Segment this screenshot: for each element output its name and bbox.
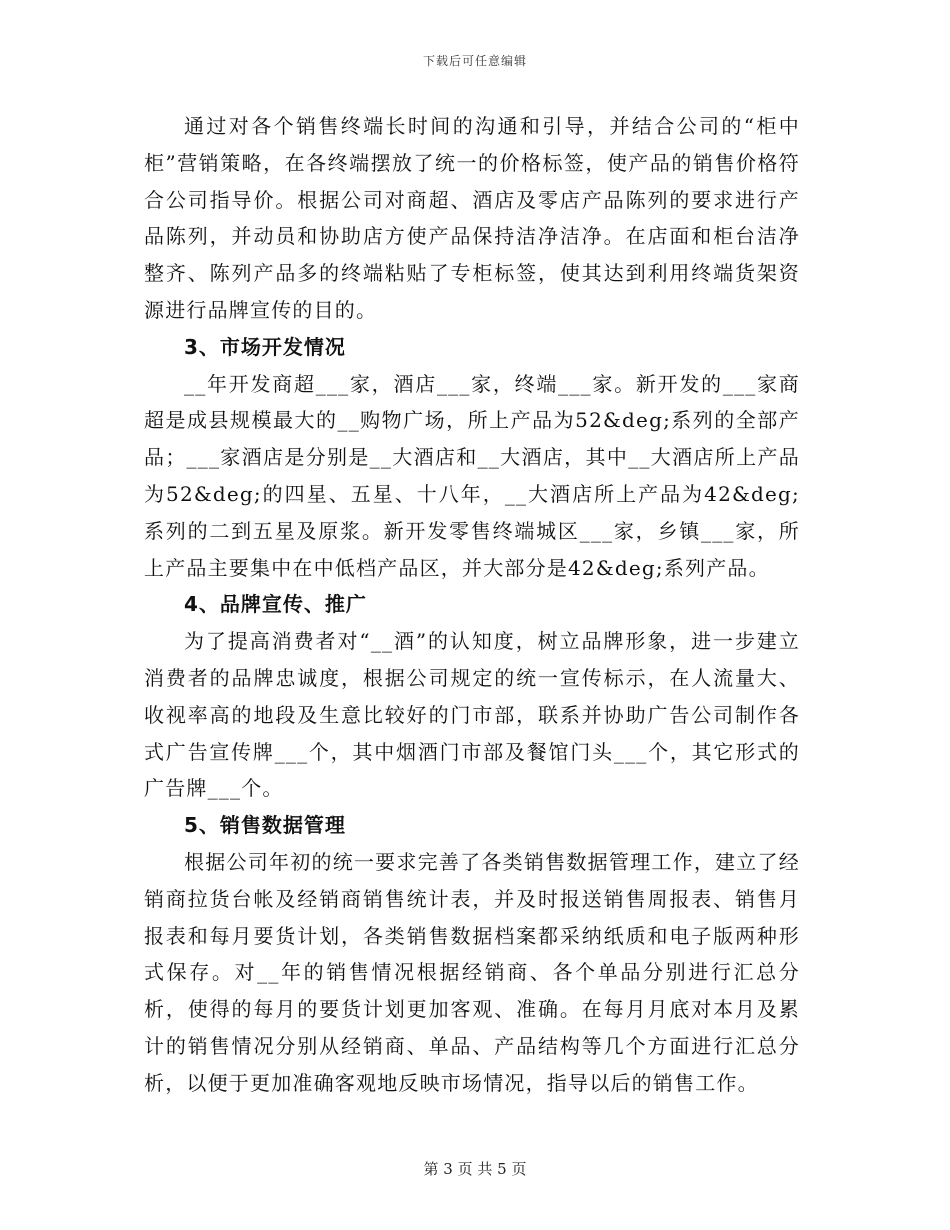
heading-market-development: 3、市场开发情况 [184, 334, 346, 359]
paragraph-market-development: __年开发商超___家，酒店___家，终端___家。新开发的___家商超是成县规模最大的__购物广场，所上产品为52&deg;系列的全部产品；___家酒店是分别是__大酒店和__大酒店，其中__大酒店所上产品为52&deg;的四星、五星、十八年，__大酒店所上产品为42&deg;系列的二到五星及原浆。新开发零售终端城区___家，乡镇___家，所上产品主要集中在中低档产品区，并大部分是42&deg;系列产品。 [144, 371, 800, 580]
page-header: 下载后可任意编辑 [422, 54, 527, 68]
page-number: 第 3 页 共 5 页 [423, 1160, 527, 1178]
paragraph-sales-data-management: 根据公司年初的统一要求完善了各类销售数据管理工作，建立了经销商拉货台帐及经销商销售统计表，并及时报送销售周报表、销售月报表和每月要货计划，各类销售数据档案都采纳纸质和电子版两种形式保存。对__年的销售情况根据经销商、各个单品分别进行汇总分析，使得的每月的要货计划更加客观、准确。在每月月底对本月及累计的销售情况分别从经销商、单品、产品结构等几个方面进行汇总分析，以便于更加准确客观地反映市场情况，指导以后的销售工作。 [144, 849, 800, 1095]
heading-sales-data-management: 5、销售数据管理 [184, 813, 346, 838]
heading-brand-promotion: 4、品牌宣传、推广 [184, 592, 367, 617]
paragraph-terminal-display: 通过对各个销售终端长时间的沟通和引导，并结合公司的“柜中柜”营销策略，在各终端摆放了统一的价格标签，使产品的销售价格符合公司指导价。根据公司对商超、酒店及零店产品陈列的要求进行产品陈列，并动员和协助店方使产品保持洁净洁净。在店面和柜台洁净整齐、陈列产品多的终端粘贴了专柜标签，使其达到利用终端货架资源进行品牌宣传的目的。 [144, 114, 800, 322]
paragraph-brand-promotion: 为了提高消费者对“__酒”的认知度，树立品牌形象，进一步建立消费者的品牌忠诚度，根据公司规定的统一宣传标示，在人流量大、收视率高的地段及生意比较好的门市部，联系并协助广告公司制作各式广告宣传牌___个，其中烟酒门市部及餐馆门头___个，其它形式的广告牌___个。 [144, 629, 800, 801]
document-body [144, 108, 800, 1102]
